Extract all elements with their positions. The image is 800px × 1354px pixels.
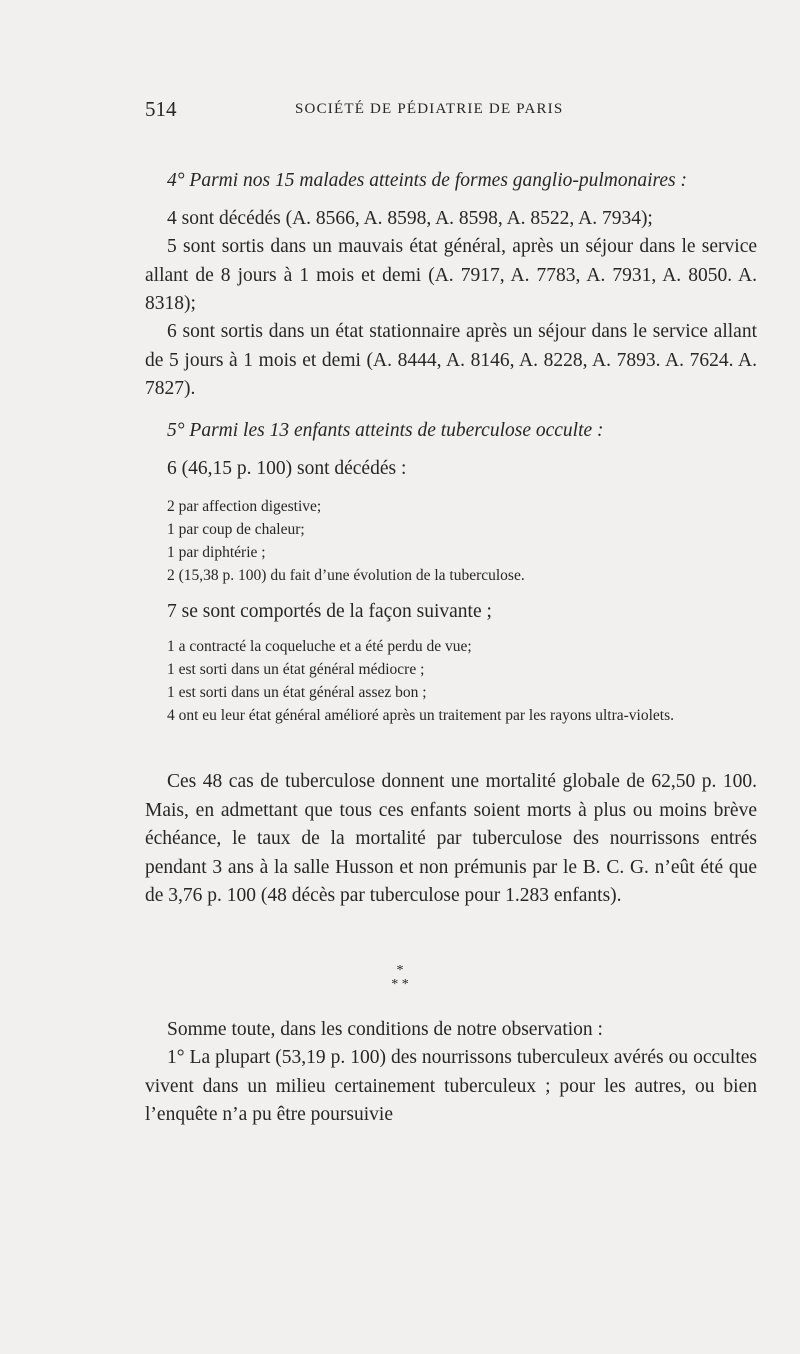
section-5-deceased-intro: 6 (46,15 p. 100) sont décédés : (167, 458, 407, 479)
section-4-stationary: 6 sont sortis dans un état stationnaire après un séjour dans le service allant de 5 jours à 1 mois et demi (A. 8444, A. 8146, A. 8228, A. 7893. A. 7624. A. 7827). (145, 321, 757, 399)
list-item: 1 par coup de chaleur; (167, 521, 305, 538)
asterism-separator (0, 965, 800, 993)
running-title: SOCIÉTÉ DE PÉDIATRIE DE PARIS (295, 101, 564, 117)
list-item: 2 (15,38 p. 100) du fait d’une évolution de la tuberculose. (167, 567, 525, 584)
section-5-heading: 5° Parmi les 13 enfants atteints de tuberculose occulte : (167, 420, 604, 441)
section-4-heading: 4° Parmi nos 15 malades atteints de formes ganglio-pulmonaires : (167, 170, 688, 191)
section-4-bad-state: 5 sont sortis dans un mauvais état général, après un séjour dans le service allant de 8 jours à 1 mois et demi (A. 7917, A. 7783, A. 7931, A. 8050. A. 8318); (145, 236, 757, 314)
list-item: 4 ont eu leur état général amélioré après un traitement par les rayons ultra-violets. (167, 707, 674, 724)
conclusion-intro: Somme toute, dans les conditions de notre observation : (167, 1019, 603, 1040)
list-item: 1 par diphtérie ; (167, 544, 266, 561)
page-header (145, 97, 755, 125)
mortality-paragraph: Ces 48 cas de tuberculose donnent une mortalité globale de 62,50 p. 100. Mais, en admettant que tous ces enfants soient morts à plus ou moins brève échéance, le taux de la mortalité par tuberculose des nourrissons entrés pendant 3 ans à la salle Husson et non prémunis par le B. C. G. n’eût été que de 3,76 p. 100 (48 décès par tuberculose pour 1.283 enfants). (145, 771, 757, 906)
list-item: 1 a contracté la coqueluche et a été perdu de vue; (167, 638, 472, 655)
section-5-behaviour-intro: 7 se sont comportés de la façon suivante ; (167, 601, 492, 622)
list-item: 1 est sorti dans un état général médiocre ; (167, 661, 425, 678)
conclusion-point-1: 1° La plupart (53,19 p. 100) des nourrissons tuberculeux avérés ou occultes vivent dans un milieu certainement tuberculeux ; pour les autres, ou bien l’enquête n’a pu être poursuivie (145, 1047, 757, 1125)
page-number: 514 (145, 97, 177, 121)
list-item: 1 est sorti dans un état général assez bon ; (167, 684, 427, 701)
asterism-top: * (396, 963, 404, 978)
asterism-bottom: * * (391, 977, 409, 992)
section-4-deceased: 4 sont décédés (A. 8566, A. 8598, A. 8598, A. 8522, A. 7934); (167, 208, 653, 229)
list-item: 2 par affection digestive; (167, 498, 322, 515)
